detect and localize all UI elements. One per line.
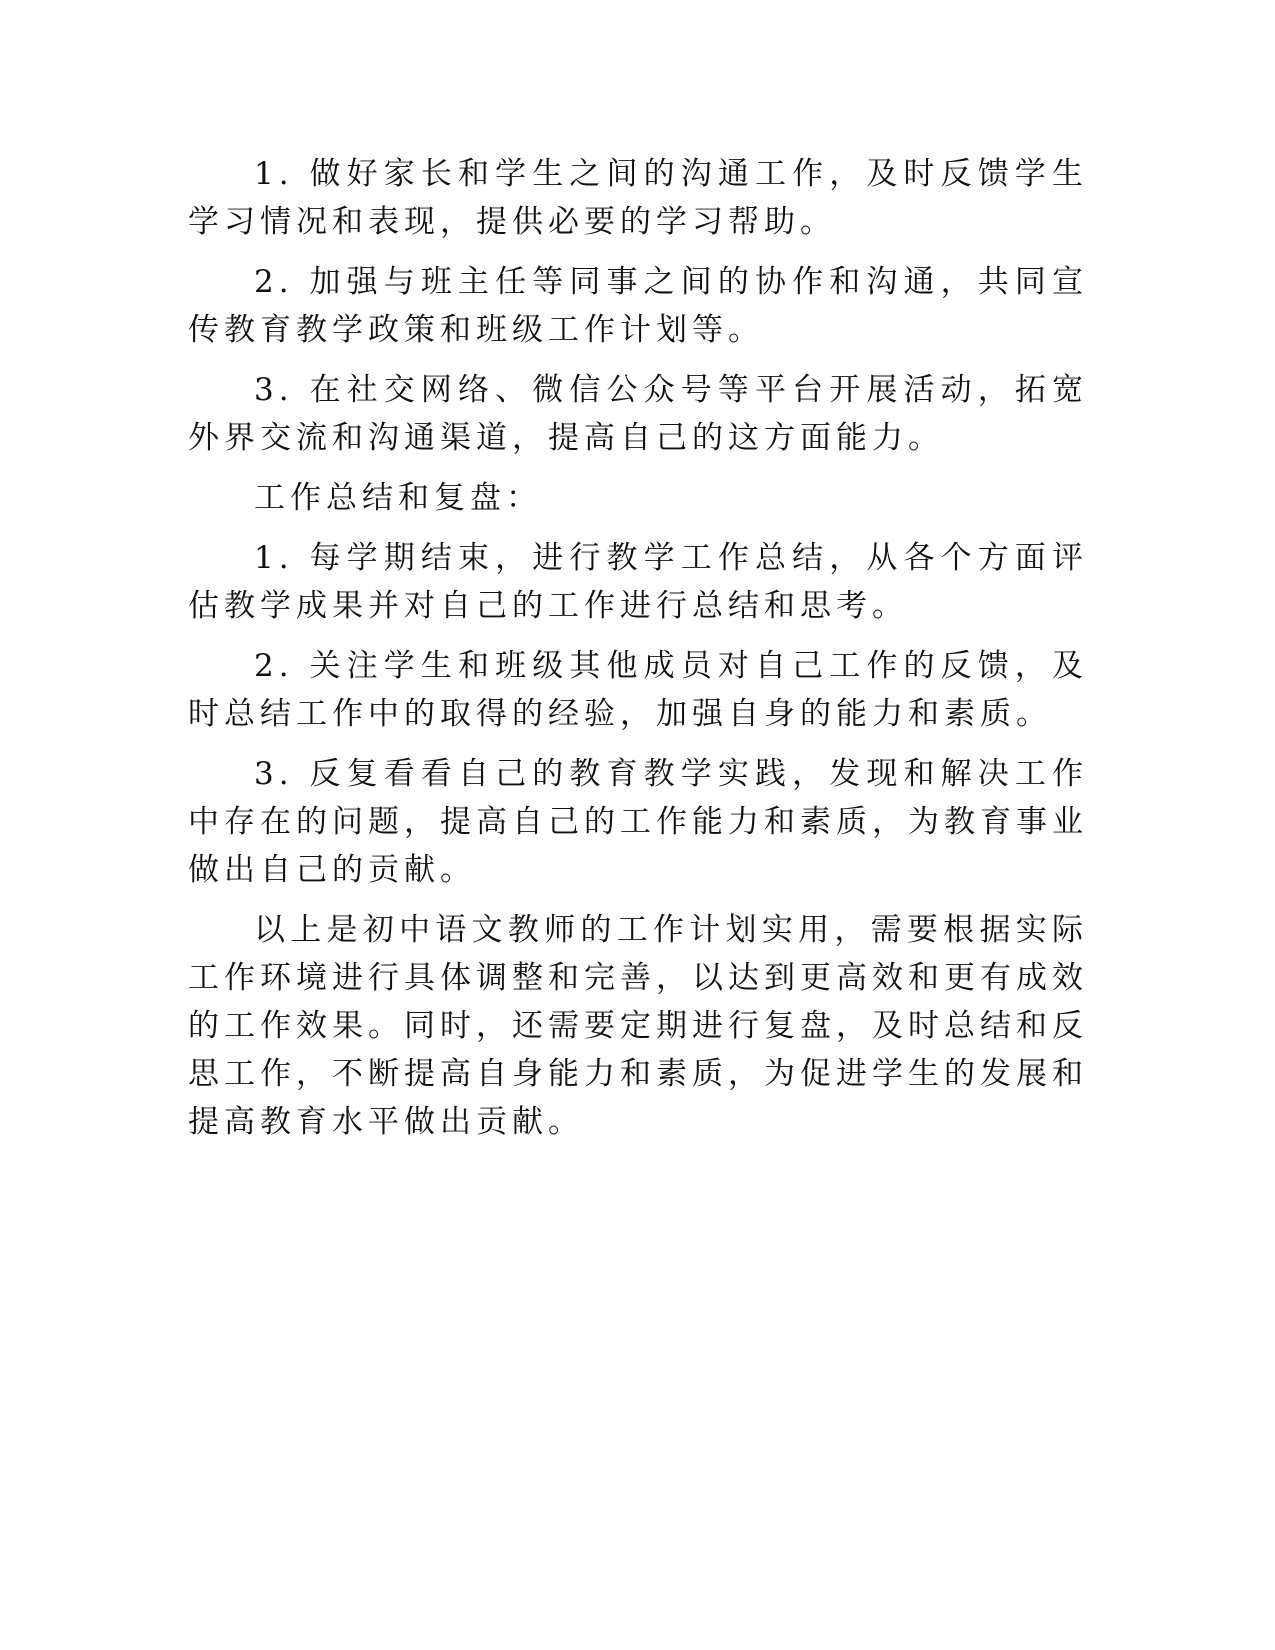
paragraph-reflection: 3. 反复看看自己的教育教学实践，发现和解决工作中存在的问题，提高自己的工作能力和素质，为教育事业做出自己的贡献。 xyxy=(188,756,1088,888)
paragraph-feedback: 2. 关注学生和班级其他成员对自己工作的反馈，及时总结工作中的取得的经验，加强自身的能力和素质。 xyxy=(188,648,1088,732)
document-body xyxy=(188,150,1088,1158)
paragraph-colleague-collaboration: 2. 加强与班主任等同事之间的协作和沟通，共同宣传教育教学政策和班级工作计划等。 xyxy=(188,264,1088,348)
section-heading-summary: 工作总结和复盘： xyxy=(254,480,542,516)
paragraph-semester-summary: 1. 每学期结束，进行教学工作总结，从各个方面评估教学成果并对自己的工作进行总结和思考。 xyxy=(188,540,1088,624)
paragraph-communication-parents: 1. 做好家长和学生之间的沟通工作，及时反馈学生学习情况和表现，提供必要的学习帮助。 xyxy=(188,156,1088,240)
paragraph-social-media: 3. 在社交网络、微信公众号等平台开展活动，拓宽外界交流和沟通渠道，提高自己的这方面能力。 xyxy=(188,372,1088,456)
paragraph-conclusion: 以上是初中语文教师的工作计划实用，需要根据实际工作环境进行具体调整和完善，以达到更高效和更有成效的工作效果。同时，还需要定期进行复盘，及时总结和反思工作，不断提高自身能力和素质，为促进学生的发展和提高教育水平做出贡献。 xyxy=(188,912,1088,1140)
